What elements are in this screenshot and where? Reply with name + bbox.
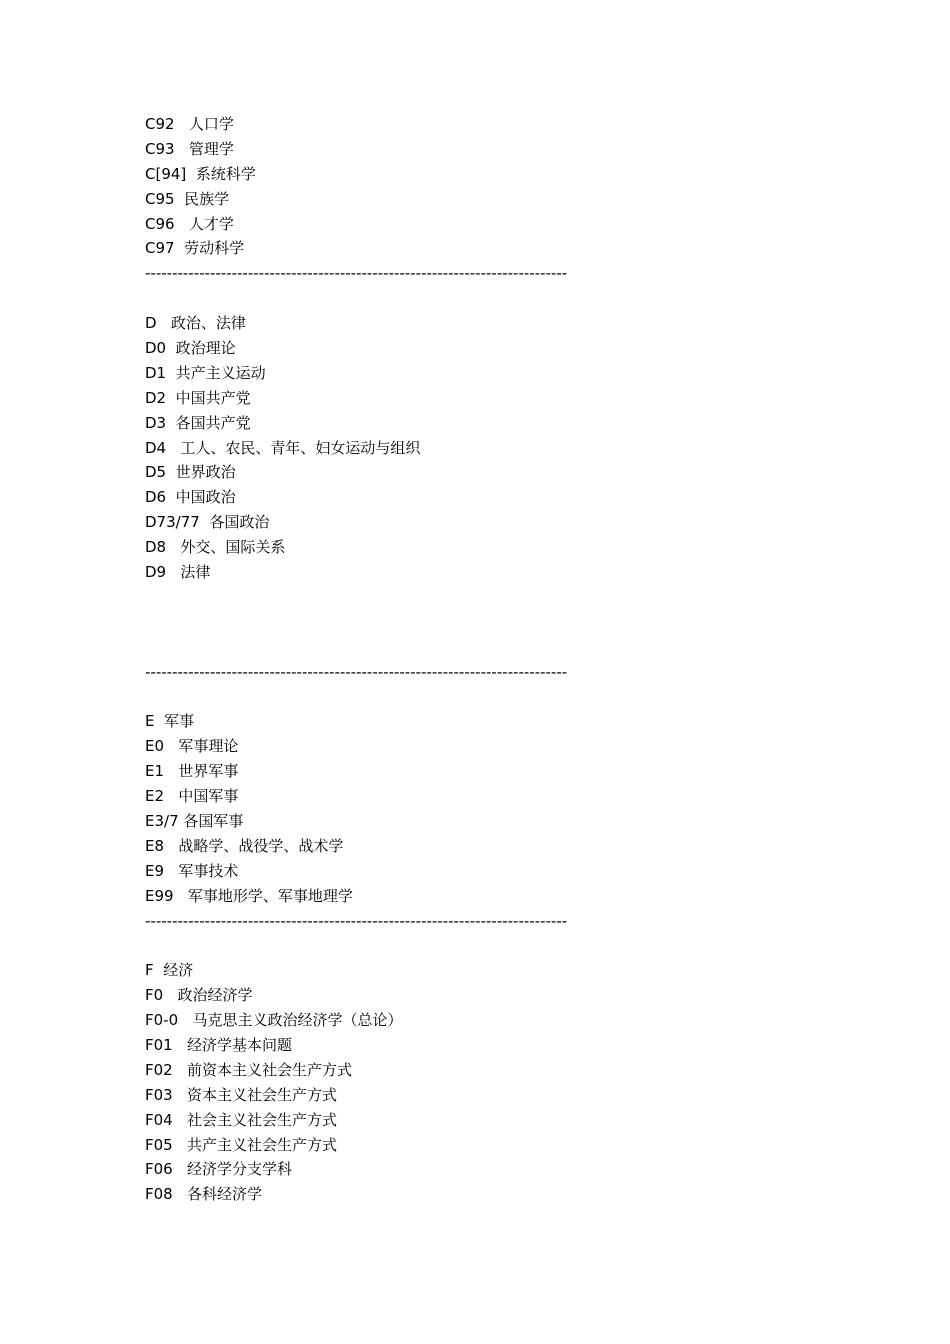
class-label: 社会主义社会生产方式: [187, 1110, 338, 1129]
class-code: F04: [145, 1110, 173, 1129]
class-code: F06: [145, 1160, 173, 1179]
class-code: F08: [145, 1185, 173, 1204]
class-code: D4: [145, 438, 167, 457]
class-label: 中国政治: [175, 488, 236, 507]
class-code: D8: [145, 538, 167, 557]
class-label: 共产主义社会生产方式: [187, 1135, 338, 1154]
class-code: E0: [145, 737, 165, 756]
list-item: [145, 784, 865, 809]
section-f: [145, 958, 865, 1207]
class-code: E: [145, 712, 155, 731]
class-code: D6: [145, 488, 167, 507]
class-label: 资本主义社会生产方式: [187, 1085, 338, 1104]
list-item: [145, 436, 865, 461]
class-code: C95: [145, 189, 175, 208]
list-item: [145, 884, 865, 909]
class-label: 法律: [180, 563, 211, 582]
class-code: C92: [145, 115, 175, 133]
class-code: E8: [145, 836, 165, 855]
class-label: 政治、法律: [170, 314, 246, 333]
class-label: 各国共产党: [175, 413, 251, 432]
class-label: 外交、国际关系: [180, 538, 286, 557]
blank-line: [145, 933, 865, 958]
class-code: F: [145, 961, 154, 980]
class-code: D9: [145, 563, 167, 582]
class-code: F0-0: [145, 1011, 179, 1030]
class-label: 战略学、战役学、战术学: [178, 836, 344, 855]
list-item: [145, 958, 865, 983]
list-item: [145, 1182, 865, 1207]
class-label: 共产主义运动: [175, 363, 266, 382]
class-code: C93: [145, 139, 175, 158]
class-label: 军事: [164, 712, 195, 731]
class-label: 经济: [163, 961, 194, 980]
section-divider: ------------------------------------------------------------------------------: [145, 662, 568, 681]
list-item: [145, 236, 865, 261]
class-label: 经济学分支学科: [187, 1160, 293, 1179]
list-item: [145, 983, 865, 1008]
class-code: D0: [145, 339, 167, 358]
class-code: D5: [145, 463, 167, 482]
list-item: [145, 1108, 865, 1133]
class-code: E2: [145, 787, 165, 806]
class-label: 工人、农民、青年、妇女运动与组织: [180, 438, 421, 457]
list-item: [145, 560, 865, 585]
list-item: [145, 485, 865, 510]
list-item: [145, 361, 865, 386]
class-label: 前资本主义社会生产方式: [187, 1060, 353, 1079]
class-code: D73/77: [145, 513, 200, 532]
list-item: [145, 1033, 865, 1058]
list-item: [145, 162, 865, 187]
class-code: D2: [145, 388, 167, 407]
blank-line: [145, 585, 865, 610]
list-item: [145, 759, 865, 784]
class-code: E9: [145, 861, 165, 880]
class-label: 人才学: [188, 214, 234, 233]
class-label: 各国军事: [183, 811, 244, 830]
class-code: D1: [145, 363, 167, 382]
class-code: C97: [145, 239, 175, 258]
class-label: 政治理论: [175, 339, 236, 358]
class-label: 中国共产党: [175, 388, 251, 407]
list-item: [145, 386, 865, 411]
class-label: 军事地形学、军事地理学: [187, 886, 353, 905]
list-item: [145, 112, 865, 137]
list-item: [145, 311, 865, 336]
list-item: [145, 809, 865, 834]
section-e: [145, 709, 865, 908]
class-code: F0: [145, 986, 164, 1005]
blank-line: [145, 286, 865, 311]
class-label: 人口学: [188, 115, 234, 133]
class-code: D: [145, 314, 157, 333]
class-label: 军事技术: [178, 861, 239, 880]
list-item: [145, 709, 865, 734]
class-code: F02: [145, 1060, 173, 1079]
class-code: F05: [145, 1135, 173, 1154]
list-item: [145, 1133, 865, 1158]
class-code: E99: [145, 886, 174, 905]
class-code: D3: [145, 413, 167, 432]
list-item: [145, 1083, 865, 1108]
class-label: 经济学基本问题: [187, 1035, 293, 1054]
list-item: [145, 859, 865, 884]
blank-line: [145, 635, 865, 660]
section-c: [145, 112, 865, 261]
class-label: 政治经济学: [177, 986, 253, 1005]
class-label: 中国军事: [178, 787, 239, 806]
class-label: 各科经济学: [187, 1185, 263, 1204]
list-item: [145, 834, 865, 859]
list-item: [145, 1058, 865, 1083]
class-label: 军事理论: [178, 737, 239, 756]
class-code: F01: [145, 1035, 173, 1054]
class-code: F03: [145, 1085, 173, 1104]
list-item: [145, 212, 865, 237]
list-item: [145, 535, 865, 560]
blank-line: [145, 610, 865, 635]
class-label: 世界军事: [178, 762, 239, 781]
list-item: [145, 336, 865, 361]
section-d: [145, 311, 865, 585]
class-label: 系统科学: [195, 164, 256, 183]
classification-document: [145, 112, 865, 1207]
list-item: [145, 1157, 865, 1182]
list-item: [145, 460, 865, 485]
section-divider: ------------------------------------------------------------------------------: [145, 264, 568, 283]
class-code: C96: [145, 214, 175, 233]
list-item: [145, 187, 865, 212]
list-item: [145, 734, 865, 759]
class-label: 世界政治: [175, 463, 236, 482]
class-label: 民族学: [184, 189, 230, 208]
section-divider: ------------------------------------------------------------------------------: [145, 911, 568, 930]
list-item: [145, 1008, 865, 1033]
class-code: C[94]: [145, 164, 187, 183]
blank-line: [145, 684, 865, 709]
class-label: 各国政治: [209, 513, 270, 532]
class-label: 劳动科学: [184, 239, 245, 258]
class-label: 马克思主义政治经济学（总论）: [192, 1011, 403, 1030]
list-item: [145, 137, 865, 162]
list-item: [145, 510, 865, 535]
class-label: 管理学: [188, 139, 234, 158]
class-code: E3/7: [145, 811, 179, 830]
class-code: E1: [145, 762, 165, 781]
list-item: [145, 411, 865, 436]
